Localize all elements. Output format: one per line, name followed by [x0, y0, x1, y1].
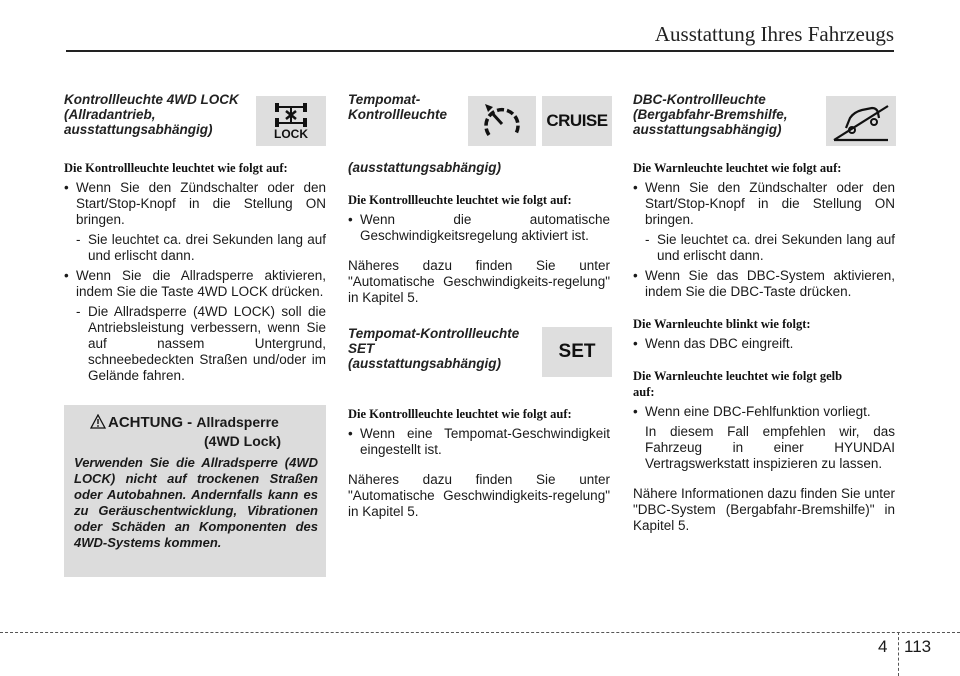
bullet-cruise-active: • Wenn die automatische Geschwindigkeitsregelung aktiviert ist. [348, 212, 610, 244]
heading-line: ausstattungsabhängig) [64, 122, 213, 137]
intro-text: Die Kontrollleuchte leuchtet wie folgt auf: [64, 161, 288, 175]
cruise-label: CRUISE [546, 111, 608, 130]
column-cruise [348, 92, 610, 520]
page-number: 113 [904, 637, 932, 656]
heading-cruise-optional: (ausstattungsabhängig) [348, 160, 502, 175]
intro-text: Die Warnleuchte blinkt wie folgt: [633, 317, 811, 331]
sub-item-text: Sie leuchtet ca. drei Sekunden lang auf und erlischt dann. [657, 232, 895, 263]
chapter-number: 4 [878, 637, 888, 656]
bullet-speed-set: • Wenn eine Tempomat-Geschwindigkeit eingestellt ist. [348, 426, 610, 458]
sub-item-text: Die Allradsperre (4WD LOCK) soll die Antriebsleistung verbessern, wenn Sie auf nassem Untergrund, schneebedeckten Straßen und/oder im Gelände fahren. [88, 304, 326, 383]
bullet-dbc-activate: • Wenn Sie das DBC-System aktivieren, indem Sie die DBC-Taste drücken. [633, 268, 895, 300]
drivetrain-icon [271, 102, 311, 128]
heading-line: Tempomat- [348, 92, 421, 107]
bullet-dbc-active: • Wenn das DBC eingreift. [633, 336, 895, 352]
warning-box [64, 405, 326, 577]
footer-rule [0, 632, 960, 633]
intro-text: Die Kontrollleuchte leuchtet wie folgt auf: [348, 407, 572, 421]
heading-dbc [633, 92, 823, 137]
bullet-ignition: • Wenn Sie den Zündschalter oder den Start/Stop-Knopf in die Stellung ON bringen. [64, 180, 326, 228]
heading-line: SET [348, 341, 375, 356]
heading-cruise-set [348, 326, 538, 371]
cruise-indicator [542, 96, 612, 146]
warning-label: ACHTUNG - [108, 414, 193, 431]
sub-item: - Sie leuchtet ca. drei Sekunden lang auf und erlischt dann. [76, 232, 326, 263]
warning-title [64, 413, 326, 432]
heading-4wd-lock [64, 92, 254, 137]
downhill-car-icon [832, 100, 890, 142]
heading-line: Tempomat-Kontrollleuchte [348, 326, 520, 341]
warning-body: Verwenden Sie die Allradsperre (4WD LOCK) nicht auf trockenen Straßen oder Autobahnen. Andernfalls kann es zu Geräuschentwicklung, Vibrationen oder Schäden an Komponenten des 4WD-Systems kommen. [74, 455, 318, 550]
bullet-dbc-fault: • Wenn eine DBC-Fehlfunktion vorliegt. [633, 404, 895, 420]
sub-item: - Die Allradsperre (4WD LOCK) soll die Antriebsleistung verbessern, wenn Sie auf nassem Untergrund, schneebedeckten Straßen und/oder im Gelände fahren. [76, 304, 326, 383]
footer-divider [898, 632, 899, 676]
reference-paragraph: Näheres dazu finden Sie unter "Automatische Geschwindigkeits-regelung" in Kapitel 5. [348, 258, 610, 305]
dbc-icon [826, 96, 896, 146]
speedometer-icon [479, 101, 525, 141]
sub-item-text: Sie leuchtet ca. drei Sekunden lang auf und erlischt dann. [88, 232, 326, 263]
intro-text: Die Kontrollleuchte leuchtet wie folgt auf: [348, 193, 572, 207]
reference-paragraph: Näheres dazu finden Sie unter "Automatische Geschwindigkeits-regelung" in Kapitel 5. [348, 472, 610, 519]
running-header: Ausstattung Ihres Fahrzeugs [654, 22, 894, 46]
reference-paragraph: Nähere Informationen dazu finden Sie unter "DBC-System (Bergabfahr-Bremshilfe)" in Kapitel 5. [633, 486, 895, 533]
intro-line: auf: [633, 385, 655, 399]
heading-line: DBC-Kontrollleuchte [633, 92, 766, 107]
set-indicator [542, 327, 612, 377]
heading-line: (Bergabfahr-Bremshilfe, [633, 107, 788, 122]
heading-line: (ausstattungsabhängig) [348, 356, 502, 371]
heading-line: (Allradantrieb, [64, 107, 156, 122]
heading-line: ausstattungsabhängig) [633, 122, 782, 137]
intro-line: Die Warnleuchte leuchtet wie folgt gelb [633, 369, 843, 383]
intro-text [633, 368, 895, 400]
lock-label: LOCK [274, 127, 308, 141]
bullet-activate: • Wenn Sie die Allradsperre aktivieren, indem Sie die Taste 4WD LOCK drücken. [64, 268, 326, 300]
warning-triangle-icon [90, 414, 106, 429]
cruise-gauge-icon [468, 96, 536, 146]
header-rule [66, 50, 894, 52]
4wd-lock-icon [256, 96, 326, 146]
sub-item: - Sie leuchtet ca. drei Sekunden lang auf und erlischt dann. [645, 232, 895, 263]
column-dbc [633, 92, 895, 534]
warning-heading: Allradsperre [196, 414, 279, 430]
intro-text: Die Warnleuchte leuchtet wie folgt auf: [633, 161, 842, 175]
heading-line: Kontrollleuchte 4WD LOCK [64, 92, 239, 107]
warning-subtitle: (4WD Lock) [204, 433, 281, 449]
bullet-ignition: • Wenn Sie den Zündschalter oder den Start/Stop-Knopf in die Stellung ON bringen. [633, 180, 895, 228]
heading-line: Kontrollleuchte [348, 107, 448, 122]
fault-advice: In diesem Fall empfehlen wir, das Fahrzeug in einer HYUNDAI Vertragswerkstatt inspizieren zu lassen. [645, 424, 895, 471]
set-label: SET [558, 341, 596, 362]
